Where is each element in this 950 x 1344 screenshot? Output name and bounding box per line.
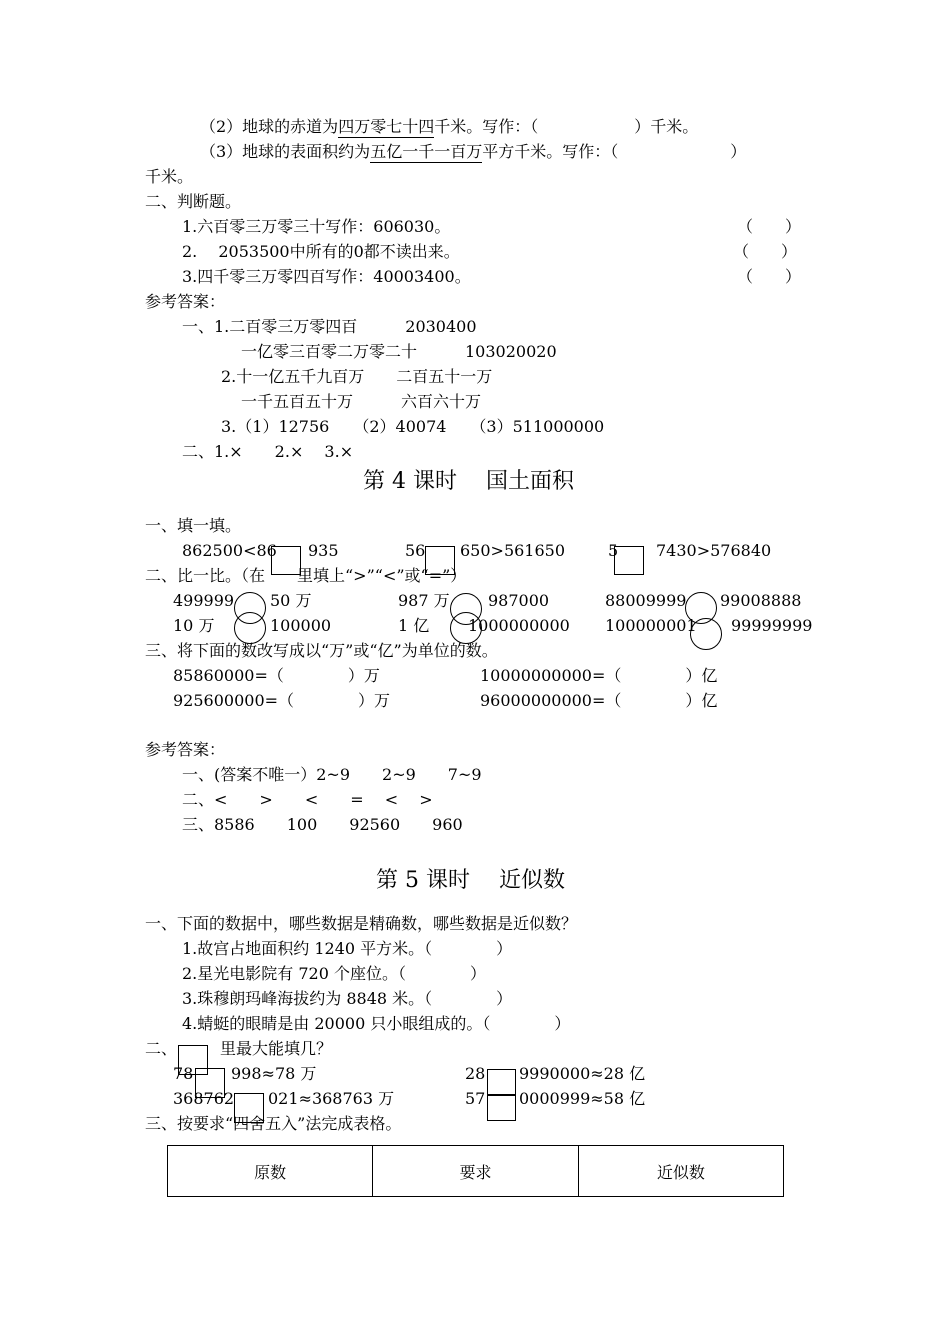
compare-number: 100000001 [605,616,697,635]
judge-item: 1.六百零三万零三十写作：606030。 [182,217,451,236]
compare-number: 100000 [270,616,332,635]
approx-item: 3.珠穆朗玛峰海拔约为 8848 米。（ ） [182,989,513,1008]
table-header-row [168,1146,784,1197]
max-digit-item: 0000999≈58 亿 [519,1089,646,1108]
rewrite-heading: 三、将下面的数改写成以“万”或“亿”为单位的数。 [145,641,498,660]
fill-item: 5 [608,541,619,560]
table-header-cell: 原数 [168,1146,373,1197]
lesson-4-title: 第 4 课时 国土面积 [363,469,574,494]
max-digit-heading-prefix: 二、 [145,1039,178,1058]
max-digit-item: 78 [173,1064,194,1083]
rounding-table [167,1145,784,1197]
question-3-continuation: 千米。 [145,167,194,186]
table-header-cell: 近似数 [578,1146,783,1197]
answer-line: 二、1.× 2.× 3.× [182,442,354,461]
compare-number: 99008888 [720,591,802,610]
approx-item: 2.星光电影院有 720 个座位。（ ） [182,964,486,983]
underlined-number-text: 四万零七十四 [338,117,435,136]
compare-number: 10 万 [173,616,215,635]
lesson-5-title: 第 5 课时 近似数 [376,868,565,893]
max-digit-item: 28 [465,1064,486,1083]
blank-box[interactable] [487,1069,516,1096]
blank-box[interactable] [487,1094,516,1121]
answer-heading: 参考答案： [145,740,226,759]
max-digit-item: 998≈78 万 [231,1064,317,1083]
fill-item: 862500<86 [182,541,277,560]
compare-number: 499999 [173,591,235,610]
answer-line: 三、8586 100 92560 960 [182,815,463,834]
judge-item: 3.四千零三万零四百写作：40003400。 [182,267,471,286]
answer-line: 一千五百五十万 六百六十万 [241,392,482,411]
max-digit-item: 368762 [173,1089,235,1108]
compare-circle[interactable] [690,618,722,650]
compare-heading: 二、比一比。（在 里填上“>”“<”或“=”） [145,566,467,585]
rewrite-item: 85860000=（ ）万 [173,666,380,685]
judge-heading: 二、判断题。 [145,192,242,211]
underlined-number-text: 五亿一千一百万 [370,142,483,161]
answer-line: 3.（1）12756 （2）40074 （3）511000000 [221,417,605,436]
answer-heading: 参考答案： [145,292,226,311]
compare-number: 88009999 [605,591,687,610]
approx-item: 4.蜻蜓的眼睛是由 20000 只小眼组成的。（ ） [182,1014,571,1033]
compare-number: 99999999 [731,616,813,635]
rewrite-item: 10000000000=（ ）亿 [480,666,718,685]
fill-item: 650>561650 [460,541,566,560]
answer-line: 一、1.二百零三万零四百 2030400 [182,317,477,336]
table-heading: 三、按要求“四舍五入”法完成表格。 [145,1114,402,1133]
compare-number: 1000000000 [468,616,570,635]
max-digit-item: 57 [465,1089,486,1108]
rewrite-item: 96000000000=（ ）亿 [480,691,718,710]
compare-number: 987 万 [398,591,450,610]
approx-heading: 一、下面的数据中，哪些数据是精确数，哪些数据是近似数？ [145,914,578,933]
fill-heading: 一、填一填。 [145,516,242,535]
fill-item: 935 [308,541,339,560]
max-digit-item: 021≈368763 万 [268,1089,395,1108]
answer-paren: （ ） [733,242,798,261]
fill-item: 56 [405,541,426,560]
max-digit-item: 9990000≈28 亿 [519,1064,646,1083]
answer-line: 二、< > < = < > [182,790,433,809]
fill-item: 7430>576840 [656,541,772,560]
rewrite-item: 925600000=（ ）万 [173,691,391,710]
approx-item: 1.故宫占地面积约 1240 平方米。（ ） [182,939,513,958]
compare-number: 1 亿 [398,616,430,635]
answer-paren: （ ） [737,267,802,286]
max-digit-heading: 里最大能填几？ [220,1039,333,1058]
answer-line: 2.十一亿五千九百万 二百五十一万 [221,367,493,386]
answer-line: 一、(答案不唯一）2~9 2~9 7~9 [182,765,482,784]
compare-number: 987000 [488,591,550,610]
blank-box[interactable] [614,546,644,575]
answer-line: 一亿零三百零二万零二十 103020020 [241,342,557,361]
judge-item: 2. 2053500中所有的0都不读出来。 [182,242,460,261]
table-header-cell: 要求 [373,1146,578,1197]
question-2-line: （2）地球的赤道为四万零七十四千米。写作：（ ）千米。 [200,117,699,136]
answer-paren: （ ） [737,217,802,236]
question-3-line: （3）地球的表面积约为五亿一千一百万平方千米。写作：（ ） [200,142,747,161]
compare-number: 50 万 [270,591,312,610]
